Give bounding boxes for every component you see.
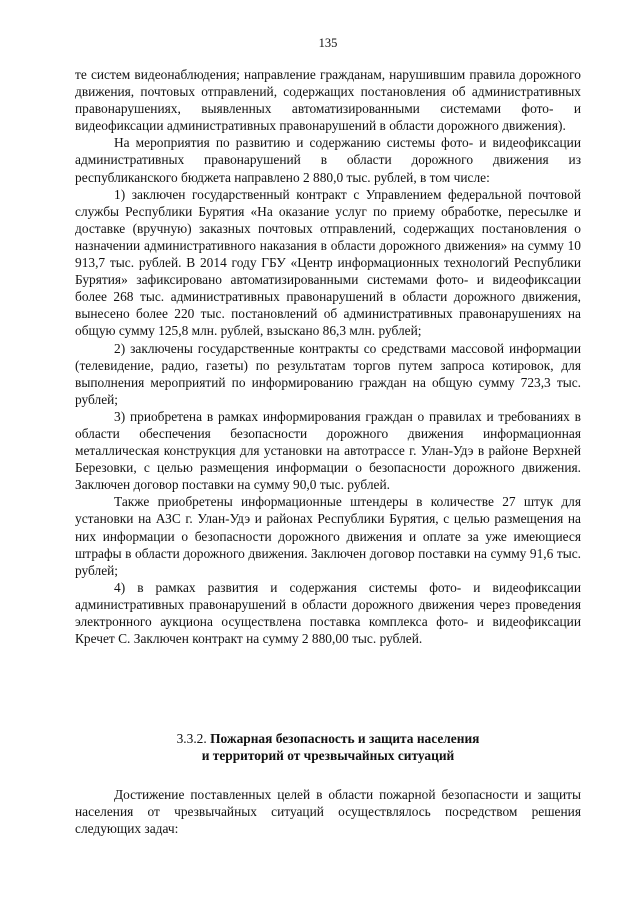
section-heading-line-1 — [75, 730, 581, 747]
page-number: 135 — [318, 36, 338, 50]
paragraph-item-4: 4) в рамках развития и содержания системы фото- и видеофиксации административных правонарушений в области дорожного движения через проведения электронного аукциона осуществлена поставка комплекса фото- и видеофиксации Кречет С. Заключен контракт на сумму 2 880,00 тыс. рублей. — [75, 579, 581, 647]
paragraph-continuation: те систем видеонаблюдения; направление гражданам, нарушившим правила дорожного движения, почтовых отправлений, содержащих постановления об административных правонарушениях, выявленных автоматизированными системами фото- и видеофиксации административных правонарушений в области дорожного движения). — [75, 67, 581, 134]
paragraph-item-3: 3) приобретена в рамках информирования граждан о правилах и требованиях в области обеспечения безопасности дорожного движения информационная металлическая конструкция для установки на автотрассе г. Улан-Удэ в районе Верхней Березовки, с целью размещения информации о безопасности дорожного движения. Заключен договор поставки на сумму 90,0 тыс. рублей. — [75, 408, 581, 493]
paragraph-item-2: 2) заключены государственные контракты со средствами массовой информации (телевидение, радио, газеты) по результатам торгов путем запроса котировок, для выполнения мероприятий по информированию граждан на общую сумму 723,3 тыс. рублей; — [75, 340, 581, 407]
section-number: 3.3.2. — [176, 731, 207, 746]
section-intro — [75, 786, 581, 837]
paragraph-item-1: 1) заключен государственный контракт с Управлением федеральной почтовой службы Республики Бурятия «На оказание услуг по приему обработке, пересылке и доставке (вручную) заказных почтовых отправлений, содержащих постановления о назначении административного наказания в области дорожного движения» на сумму 10 913,7 тыс. рублей. В 2014 году ГБУ «Центр информационных технологий Республики Бурятия» зафиксировано автоматизированными системами фото- и видеофиксации более 268 тыс. административных правонарушений в области дорожного движения, вынесено более 220 тыс. постановлений об административных правонарушениях на общую сумму 125,8 млн. рублей, взыскано 86,3 млн. рублей; — [75, 186, 581, 339]
section-heading-line-2 — [75, 747, 581, 764]
paragraph-funding-summary: На мероприятия по развитию и содержанию системы фото- и видеофиксации административных правонарушений в области дорожного движения из республиканского бюджета направлено 2 880,0 тыс. рублей, в том числе: — [75, 135, 581, 185]
paragraph-section-intro: Достижение поставленных целей в области пожарной безопасности и защиты населения от чрезвычайных ситуаций осуществлялось посредством решения следующих задач: — [75, 787, 581, 837]
body-text — [75, 66, 581, 647]
section-title-line-1: Пожарная безопасность и защита населения — [210, 731, 480, 746]
section-heading — [75, 730, 581, 765]
paragraph-stands: Также приобретены информационные штендеры в количестве 27 штук для установки на АЗС г. Улан-Удэ и районах Республики Бурятия, с целью размещения на них информации о безопасности дорожного движения и оплате за уже имеющиеся штрафы в области дорожного движения. Заключен договор поставки на сумму 91,6 тыс. рублей; — [75, 494, 581, 578]
section-title-line-2: и территорий от чрезвычайных ситуаций — [201, 748, 455, 764]
